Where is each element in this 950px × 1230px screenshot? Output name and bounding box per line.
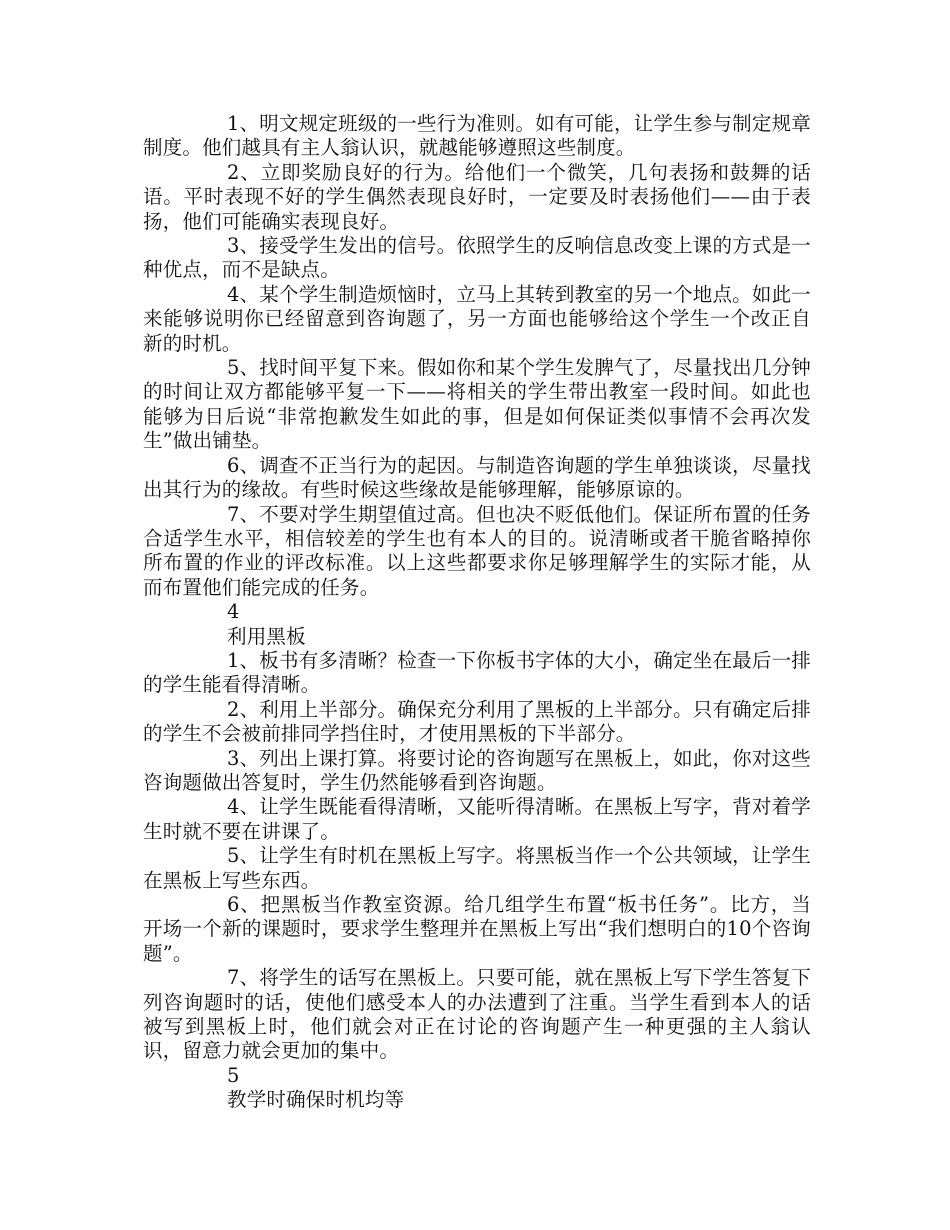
section-number-5: 5 xyxy=(227,1063,240,1087)
document-page xyxy=(143,112,811,1113)
paragraph-rule-3: 3、接受学生发出的信号。依照学生的反响信息改变上课的方式是一种优点，而不是缺点。 xyxy=(143,234,811,282)
paragraph-board-4: 4、让学生既能看得清晰，又能听得清晰。在黑板上写字，背对着学生时就不要在讲课了。 xyxy=(143,795,811,843)
paragraph-board-3: 3、列出上课打算。将要讨论的咨询题写在黑板上，如此，你对这些咨询题做出答复时，学生仍然能够看到咨询题。 xyxy=(143,746,811,794)
paragraph-board-1: 1、板书有多清晰？检查一下你板书字体的大小，确定坐在最后一排的学生能看得清晰。 xyxy=(143,648,811,697)
paragraph-rule-5: 5、找时间平复下来。假如你和某个学生发脾气了，尽量找出几分钟的时间让双方都能够平复一下——将相关的学生带出教室一段时间。如此也能够为日后说“非常抱歉发生如此的事，但是如何保证类似事情不会再次发生”做出铺垫。 xyxy=(143,356,811,453)
paragraph-rule-2: 2、立即奖励良好的行为。给他们一个微笑，几句表扬和鼓舞的话语。平时表现不好的学生偶然表现良好时，一定要及时表扬他们——由于表扬，他们可能确实表现良好。 xyxy=(143,160,811,233)
paragraph-board-5: 5、让学生有时机在黑板上写字。将黑板当作一个公共领域，让学生在黑板上写些东西。 xyxy=(143,844,811,892)
paragraph-rule-4: 4、某个学生制造烦恼时，立马上其转到教室的另一个地点。如此一来能够说明你已经留意到咨询题了，另一方面也能够给这个学生一个改正自新的时机。 xyxy=(143,282,811,355)
paragraph-board-2: 2、利用上半部分。确保充分利用了黑板的上半部分。只有确定后排的学生不会被前排同学挡住时，才使用黑板的下半部分。 xyxy=(143,697,811,746)
paragraph-rule-1: 1、明文规定班级的一些行为准则。如有可能，让学生参与制定规章制度。他们越具有主人翁认识，就越能够遵照这些制度。 xyxy=(143,112,811,160)
paragraph-rule-7: 7、不要对学生期望值过高。但也决不贬低他们。保证所布置的任务合适学生水平，相信较差的学生也有本人的目的。说清晰或者干脆省略掉你所布置的作业的评改标准。以上这些都要求你足够理解学生的实际才能，从而布置他们能完成的任务。 xyxy=(143,502,811,599)
section-title-equal-opportunity: 教学时确保时机均等 xyxy=(227,1088,405,1112)
paragraph-board-7: 7、将学生的话写在黑板上。只要可能，就在黑板上写下学生答复下列咨询题时的话，使他们感受本人的办法遭到了注重。当学生看到本人的话被写到黑板上时，他们就会对正在讨论的咨询题产生一种更强的主人翁认识，留意力就会更加的集中。 xyxy=(143,966,811,1063)
paragraph-board-6: 6、把黑板当作教室资源。给几组学生布置“板书任务”。比方，当开场一个新的课题时，要求学生整理并在黑板上写出“我们想明白的10个咨询题”。 xyxy=(143,893,811,965)
paragraph-rule-6: 6、调查不正当行为的起因。与制造咨询题的学生单独谈谈，尽量找出其行为的缘故。有些时候这些缘故是能够理解，能够原谅的。 xyxy=(143,453,811,502)
section-number-4: 4 xyxy=(227,600,240,624)
section-title-blackboard: 利用黑板 xyxy=(227,624,306,648)
